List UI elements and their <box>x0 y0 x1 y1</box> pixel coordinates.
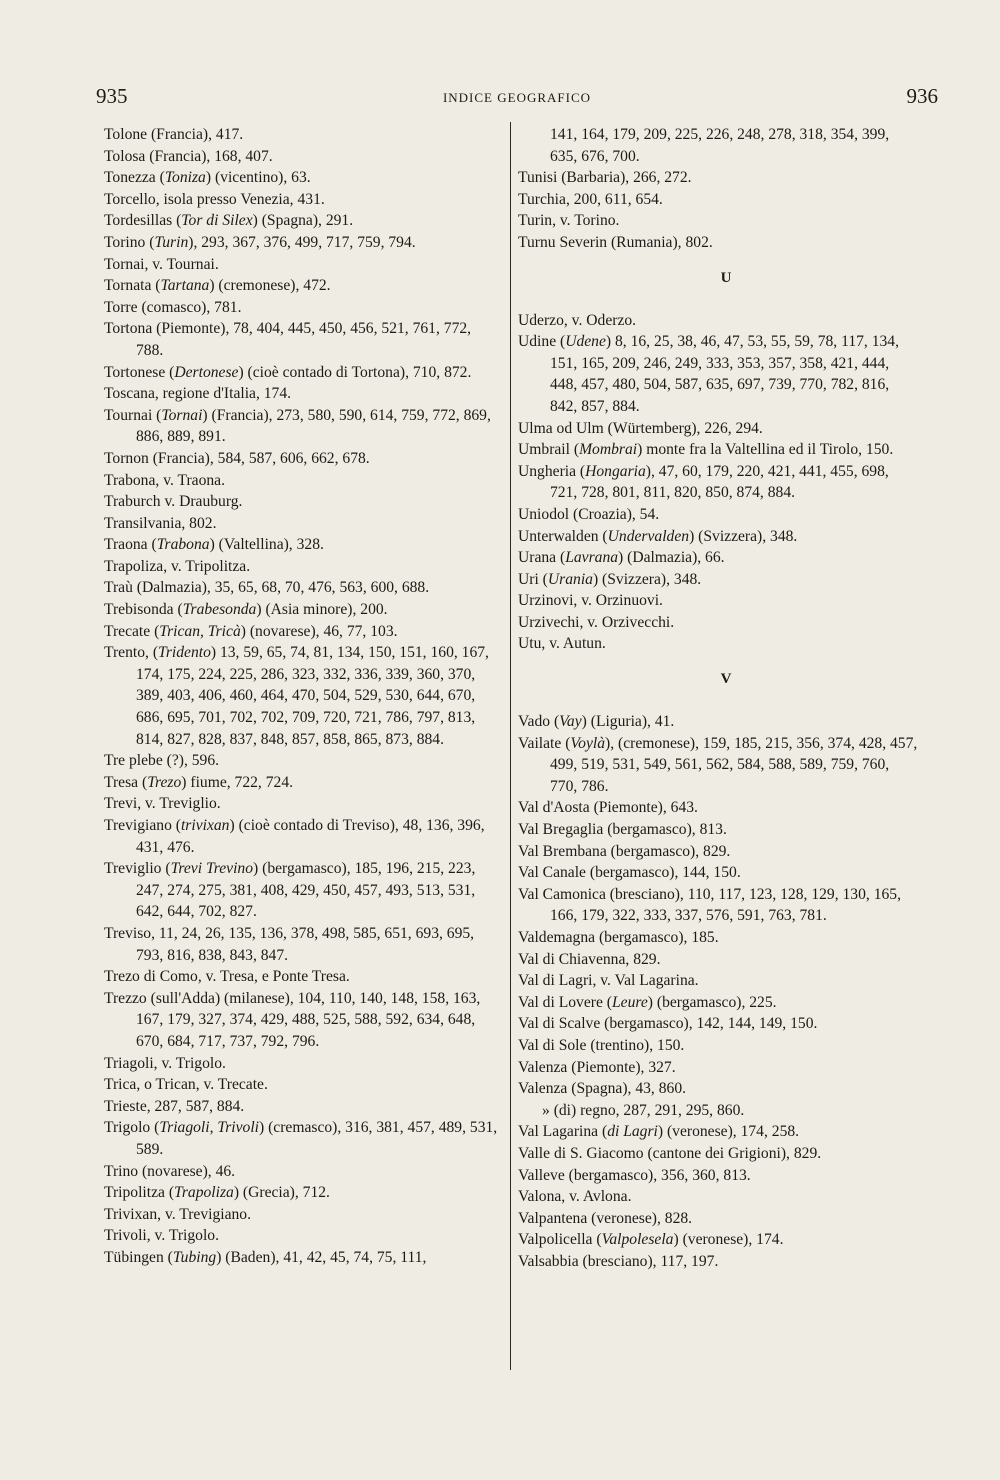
index-entry: Torcello, isola presso Venezia, 431. <box>104 190 325 208</box>
index-entry: Unterwalden (Undervalden) (Svizzera), 348. <box>518 527 798 545</box>
index-entry: Urzivechi, v. Orzivecchi. <box>518 613 675 631</box>
index-entry: Tortonese (Dertonese) (cioè contado di Tortona), 710, 872. <box>104 363 472 381</box>
index-entry: Valpantena (veronese), 828. <box>518 1209 693 1227</box>
index-entry: Uniodol (Croazia), 54. <box>518 505 660 523</box>
index-entry: » (di) regno, 287, 291, 295, 860. <box>542 1101 745 1119</box>
index-entry: Trecate (Trican, Tricà) (novarese), 46, 77, 103. <box>104 622 398 640</box>
right-column <box>518 124 918 1273</box>
index-entry: Triagoli, v. Trigolo. <box>104 1054 226 1072</box>
index-entry: Valleve (bergamasco), 356, 360, 813. <box>518 1166 751 1184</box>
index-entry: Trabona, v. Traona. <box>104 471 226 489</box>
index-entry: Trieste, 287, 587, 884. <box>104 1097 245 1115</box>
index-entry: 141, 164, 179, 209, 225, 226, 248, 278, 318, 354, 399, 635, 676, 700. <box>550 126 890 165</box>
index-entry: Val Brembana (bergamasco), 829. <box>518 842 731 860</box>
index-entry: Umbrail (Mombrai) monte fra la Valtellina ed il Tirolo, 150. <box>518 441 894 459</box>
index-entry: Tornon (Francia), 584, 587, 606, 662, 678. <box>104 449 370 467</box>
index-entry: Tunisi (Barbaria), 266, 272. <box>518 169 692 187</box>
index-entry: Trebisonda (Trabesonda) (Asia minore), 200. <box>104 601 388 619</box>
index-entry: Tripolitza (Trapoliza) (Grecia), 712. <box>104 1184 330 1202</box>
index-entry: Val di Sole (trentino), 150. <box>518 1036 685 1054</box>
index-entry: Turin, v. Torino. <box>518 212 620 230</box>
index-entry: Turchia, 200, 611, 654. <box>518 190 663 208</box>
index-entry: Traburch v. Drauburg. <box>104 493 243 511</box>
index-entry: Val di Lagri, v. Val Lagarina. <box>518 972 699 990</box>
index-entry: Ungheria (Hongaria), 47, 60, 179, 220, 421, 441, 455, 698, 721, 728, 801, 811, 820, 850, 874, 884. <box>518 462 889 502</box>
index-entry: Val Bregaglia (bergamasco), 813. <box>518 821 727 839</box>
column-divider <box>510 122 511 1370</box>
index-entry: Transilvania, 802. <box>104 514 217 532</box>
index-entry: Tonezza (Toniza) (vicentino), 63. <box>104 169 311 187</box>
index-entry: Trento, (Tridento) 13, 59, 65, 74, 81, 134, 150, 151, 160, 167, 174, 175, 224, 225, 286, 323, 332, 336, 339, 360, 370, 389, 403, 406, 460, 464, 470, 504, 529, 530, 644, 670, 686, 695, 701, 702, 702, 709, 720, 721, 786, 797, 813, 814, 827, 828, 837, 848, 857, 858, 865, 873, 884. <box>104 644 489 748</box>
index-entry: Torino (Turin), 293, 367, 376, 499, 717, 759, 794. <box>104 233 416 251</box>
index-entry: Trica, o Trican, v. Trecate. <box>104 1076 268 1094</box>
index-entry: Urana (Lavrana) (Dalmazia), 66. <box>518 549 725 567</box>
index-entry: Turnu Severin (Rumania), 802. <box>518 233 713 251</box>
index-entry: Val di Chiavenna, 829. <box>518 950 661 968</box>
section-letter: V <box>720 671 732 688</box>
index-entry: Trevi, v. Treviglio. <box>104 795 221 813</box>
index-entry: Vailate (Voylà), (cremonese), 159, 185, 215, 356, 374, 428, 457, 499, 519, 531, 549, 561, 562, 584, 588, 589, 759, 760, 770, 786. <box>518 734 918 795</box>
index-entry: Tornai, v. Tournai. <box>104 255 219 273</box>
index-entry: Urzinovi, v. Orzinuovi. <box>518 592 663 610</box>
index-entry: Uri (Urania) (Svizzera), 348. <box>518 570 702 588</box>
index-entry: Ulma od Ulm (Würtemberg), 226, 294. <box>518 419 763 437</box>
running-head: INDICE GEOGRAFICO <box>442 90 592 105</box>
index-entry: Tordesillas (Tor di Silex) (Spagna), 291. <box>104 212 354 230</box>
page-number-right: 936 <box>906 84 938 108</box>
index-entry: Tortona (Piemonte), 78, 404, 445, 450, 456, 521, 761, 772, 788. <box>104 320 472 359</box>
index-entry: Tournai (Tornai) (Francia), 273, 580, 590, 614, 759, 772, 869, 886, 889, 891. <box>104 406 491 446</box>
index-entry: Torre (comasco), 781. <box>104 298 242 316</box>
index-entry: Tresa (Trezo) fiume, 722, 724. <box>104 773 294 791</box>
index-entry: Utu, v. Autun. <box>518 635 606 653</box>
index-entry: Treviglio (Trevi Trevino) (bergamasco), 185, 196, 215, 223, 247, 274, 275, 381, 408, 429, 450, 457, 493, 513, 531, 642, 644, 702, 827. <box>104 860 476 921</box>
index-entry: Trezzo (sull'Adda) (milanese), 104, 110, 140, 148, 158, 163, 167, 179, 327, 374, 429, 488, 525, 588, 592, 634, 648, 670, 684, 717, 737, 792, 796. <box>104 989 481 1050</box>
index-entry: Val Camonica (bresciano), 110, 117, 123, 128, 129, 130, 165, 166, 179, 322, 333, 337, 576, 591, 763, 781. <box>518 885 901 925</box>
index-entry: Valenza (Piemonte), 327. <box>518 1058 676 1076</box>
index-entry: Tolone (Francia), 417. <box>104 126 244 143</box>
index-entry: Trivoli, v. Trigolo. <box>104 1227 219 1245</box>
index-entry: Uderzo, v. Oderzo. <box>518 311 637 329</box>
index-entry: Valle di S. Giacomo (cantone dei Grigioni), 829. <box>518 1144 822 1162</box>
page-header <box>96 84 938 108</box>
index-entry: Val di Lovere (Leure) (bergamasco), 225. <box>518 993 777 1011</box>
index-entry: Tornata (Tartana) (cremonese), 472. <box>104 277 331 295</box>
page-number-left: 935 <box>96 84 128 108</box>
index-entry: Trevigiano (trivixan) (cioè contado di Treviso), 48, 136, 396, 431, 476. <box>104 817 485 856</box>
index-entry: Trigolo (Triagoli, Trivoli) (cremasco), 316, 381, 457, 489, 531, 589. <box>104 1119 498 1158</box>
index-entry: Trino (novarese), 46. <box>104 1162 236 1180</box>
index-entry: Valsabbia (bresciano), 117, 197. <box>518 1252 719 1270</box>
index-entry: Valpolicella (Valpolesela) (veronese), 174. <box>518 1231 784 1249</box>
index-entry: Toscana, regione d'Italia, 174. <box>104 385 292 403</box>
index-entry: Val d'Aosta (Piemonte), 643. <box>518 799 698 817</box>
index-entry: Valdemagna (bergamasco), 185. <box>518 929 719 946</box>
index-entry: Traù (Dalmazia), 35, 65, 68, 70, 476, 563, 600, 688. <box>104 579 430 597</box>
index-entry: Treviso, 11, 24, 26, 135, 136, 378, 498, 585, 651, 693, 695, 793, 816, 838, 843, 847. <box>104 924 475 964</box>
index-entry: Udine (Udene) 8, 16, 25, 38, 46, 47, 53, 55, 59, 78, 117, 134, 151, 165, 209, 246, 249, 333, 353, 357, 358, 421, 444, 448, 457, 480, 504, 587, 635, 697, 739, 770, 782, 816, 842, 857, 884. <box>518 333 900 415</box>
index-entry: Valona, v. Avlona. <box>518 1188 632 1206</box>
index-entry: Val Lagarina (di Lagri) (veronese), 174, 258. <box>518 1123 800 1141</box>
index-entry: Trapoliza, v. Tripolitza. <box>104 557 251 575</box>
index-entry: Val Canale (bergamasco), 144, 150. <box>518 864 741 882</box>
index-entry: Traona (Trabona) (Valtellina), 328. <box>104 536 324 554</box>
index-entry: Valenza (Spagna), 43, 860. <box>518 1080 687 1098</box>
index-entry: Vado (Vay) (Liguria), 41. <box>518 713 675 731</box>
index-entry: Trivixan, v. Trevigiano. <box>104 1205 252 1223</box>
index-entry: Val di Scalve (bergamasco), 142, 144, 149, 150. <box>518 1015 818 1033</box>
left-column <box>104 124 500 1268</box>
section-letter: U <box>720 269 732 286</box>
index-entry: Tübingen (Tubing) (Baden), 41, 42, 45, 74, 75, 111, <box>104 1248 427 1266</box>
index-entry: Tolosa (Francia), 168, 407. <box>104 147 273 165</box>
index-entry: Trezo di Como, v. Tresa, e Ponte Tresa. <box>104 968 350 986</box>
index-entry: Tre plebe (?), 596. <box>104 752 220 770</box>
